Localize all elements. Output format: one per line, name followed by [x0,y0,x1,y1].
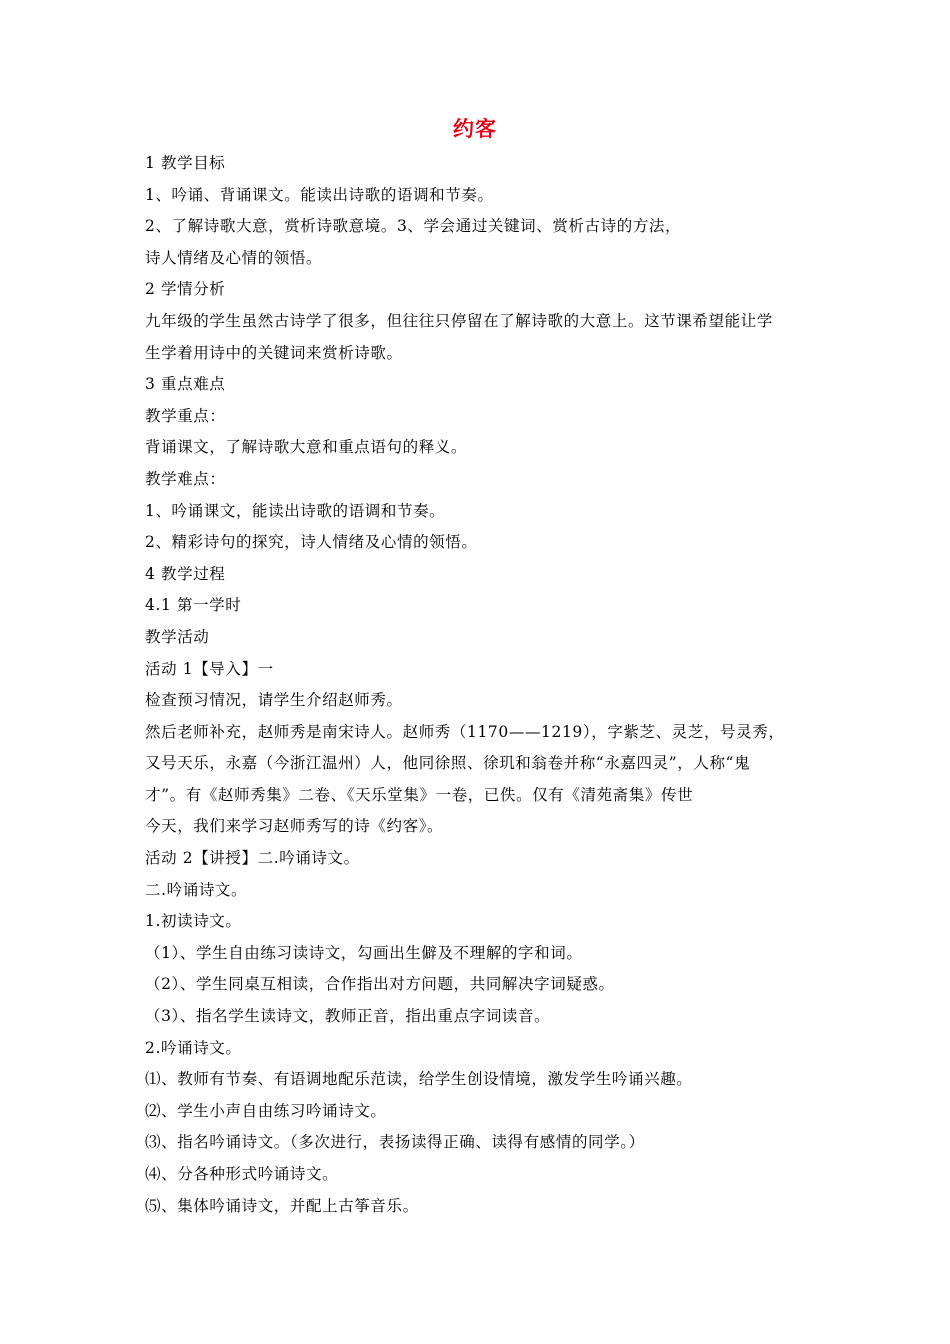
text-line: 生学着用诗中的关键词来赏析诗歌。 [145,343,403,362]
text-line: ⑸、集体吟诵诗文，并配上古筝音乐。 [145,1196,419,1215]
text-line: 九年级的学生虽然古诗学了很多，但往往只停留在了解诗歌的大意上。这节课希望能让学 [145,311,773,330]
document-title: 约客 [453,117,497,141]
text-line: 诗人情绪及心情的领悟。 [145,248,323,267]
text-line: （2）、学生同桌互相读，合作指出对方问题，共同解决字词疑惑。 [145,975,615,994]
text-line: 然后老师补充，赵师秀是南宋诗人。赵师秀（1170——1219），字紫芝、灵芝，号灵秀， [145,722,785,741]
text-line: 活动 2【讲授】二.吟诵诗文。 [145,849,360,868]
text-line: ⑶、指名吟诵诗文。（多次进行，表扬读得正确、读得有感情的同学。） [145,1133,645,1152]
text-line: ⑴、教师有节奏、有语调地配乐范读，给学生创设情境，激发学生吟诵兴趣。 [145,1070,693,1089]
text-line: 二.吟诵诗文。 [145,880,248,899]
text-line: 2、了解诗歌大意，赏析诗歌意境。3、学会通过关键词、赏析古诗的方法， [145,217,682,236]
text-line: 才”。有《赵师秀集》二卷、《天乐堂集》一卷，已佚。仅有《清苑斋集》传世 [145,785,694,804]
text-line: 教学活动 [145,627,210,646]
text-line: 2.吟诵诗文。 [145,1038,242,1057]
text-line: 活动 1【导入】一 [145,659,274,678]
text-line: 又号天乐，永嘉（今浙江温州）人，他同徐照、徐玑和翁卷并称“永嘉四灵”，人称“鬼 [145,754,751,773]
text-line: 2、精彩诗句的探究，诗人情绪及心情的领悟。 [145,533,478,552]
text-line: 检查预习情况，请学生介绍赵师秀。 [145,691,403,710]
text-line: 1、吟诵、背诵课文。能读出诗歌的语调和节奏。 [145,185,494,204]
text-line: 3 重点难点 [145,375,226,394]
text-line: 4 教学过程 [145,564,226,583]
text-line: ⑷、分各种形式吟诵诗文。 [145,1165,339,1183]
text-line: 1、吟诵课文，能读出诗歌的语调和节奏。 [145,501,446,520]
text-line: 教学重点： [145,406,226,425]
document-body [145,148,815,1222]
text-line: 1 教学目标 [145,154,226,172]
text-line: （1）、学生自由练习读诗文，勾画出生僻及不理解的字和词。 [145,943,583,962]
text-line: 2 学情分析 [145,280,226,299]
text-line: 1.初读诗文。 [145,912,242,931]
text-line: 背诵课文，了解诗歌大意和重点语句的释义。 [145,438,468,457]
text-line: （3）、指名学生读诗文，教师正音，指出重点字词读音。 [145,1007,551,1026]
text-line: 今天，我们来学习赵师秀写的诗《约客》。 [145,817,444,836]
text-line: ⑵、学生小声自由练习吟诵诗文。 [145,1101,387,1120]
text-line: 4.1 第一学时 [145,596,242,615]
text-line: 教学难点： [145,469,226,488]
